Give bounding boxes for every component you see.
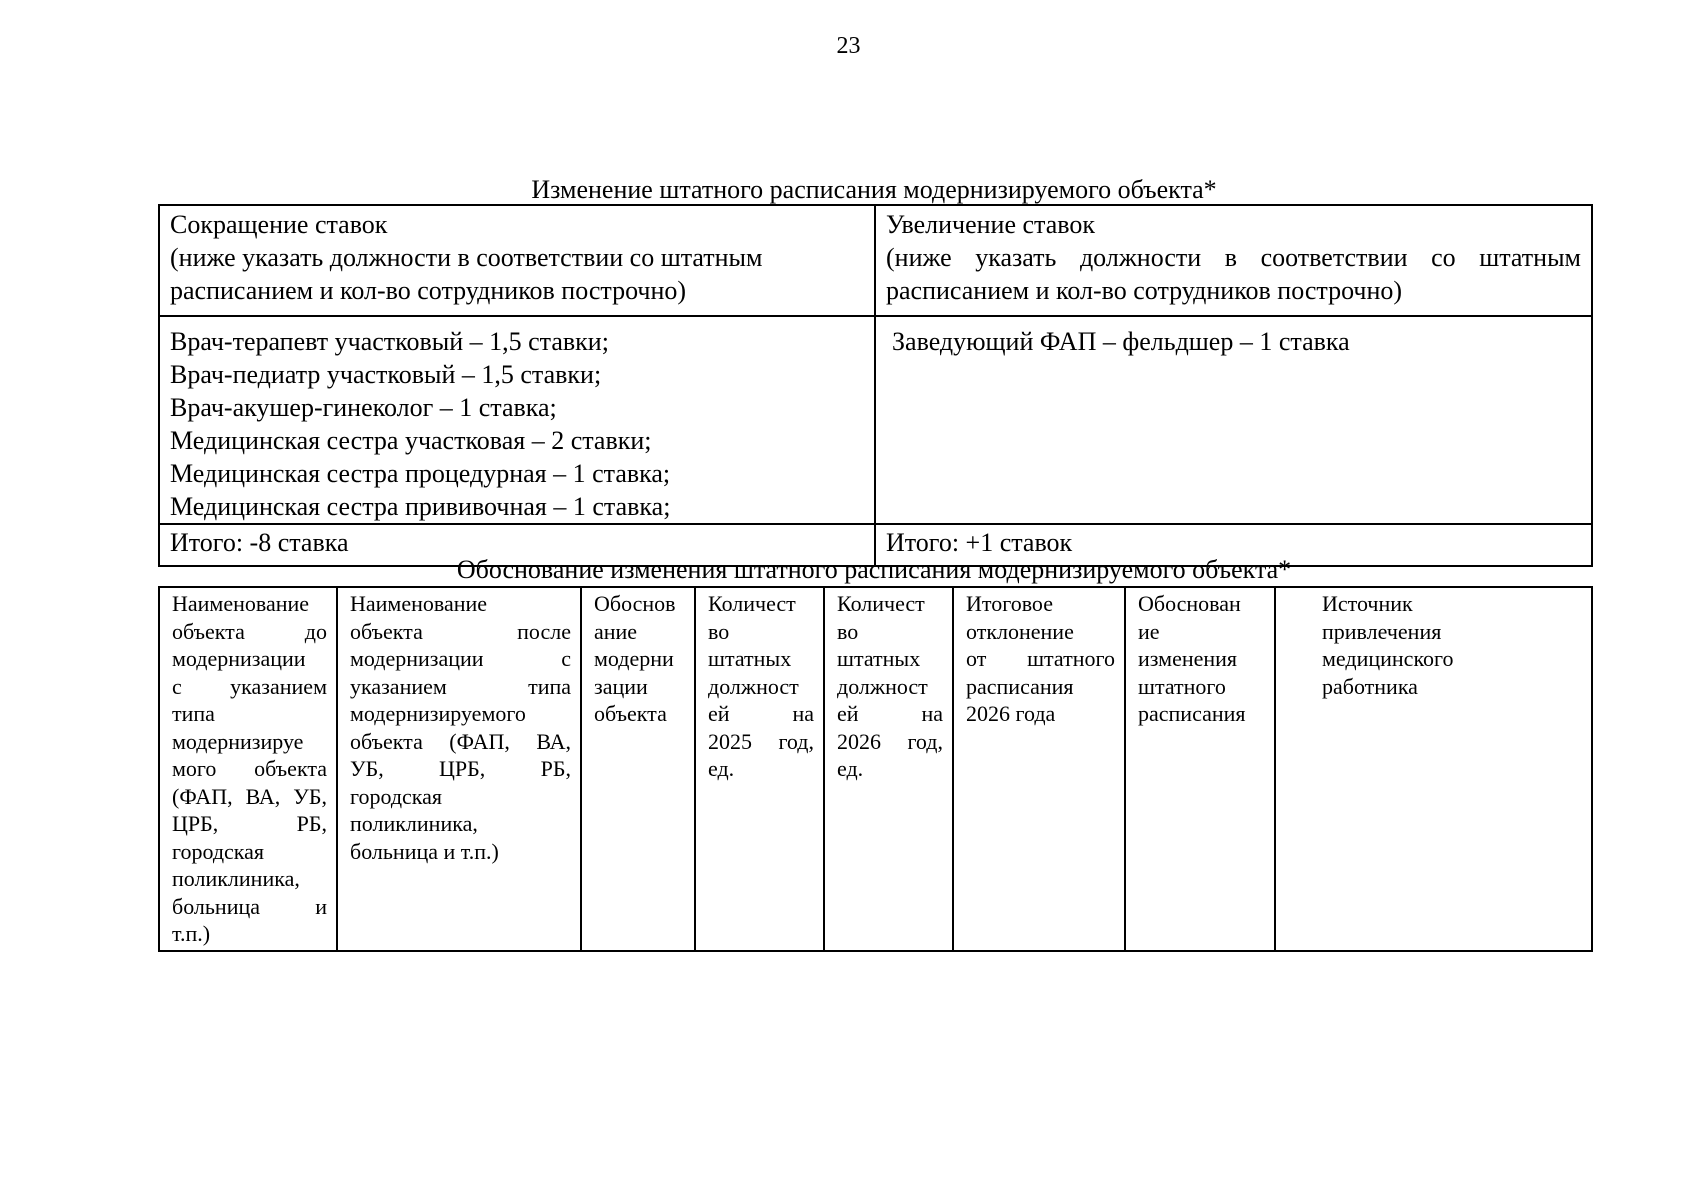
reduction-header-title: Сокращение ставок bbox=[170, 210, 388, 239]
header-line: модернизации с bbox=[350, 646, 571, 671]
reduction-item: Врач-педиатр участковый – 1,5 ставки; bbox=[170, 360, 602, 389]
header-line: модернизируемого bbox=[350, 701, 526, 726]
increase-header-cell bbox=[875, 205, 1592, 316]
reduction-item: Врач-акушер-гинеколог – 1 ставка; bbox=[170, 393, 557, 422]
header-line: УБ, ЦРБ, РБ, bbox=[350, 756, 571, 781]
justification-header-row bbox=[159, 587, 1592, 951]
header-line: от штатного bbox=[966, 646, 1115, 671]
header-line: зации bbox=[594, 673, 648, 699]
header-line: модерни bbox=[594, 646, 674, 671]
header-line: типа bbox=[172, 701, 215, 726]
header-line: должност bbox=[708, 673, 799, 699]
header-line: поликлиника, bbox=[172, 866, 300, 891]
staff-changes-body-row bbox=[159, 316, 1592, 524]
header-line: городская bbox=[350, 783, 443, 809]
header-line: расписания bbox=[966, 673, 1074, 699]
increase-total: Итого: +1 ставок bbox=[875, 524, 1592, 566]
header-line: привлечения bbox=[1322, 618, 1442, 644]
header-line: больница и bbox=[172, 893, 327, 919]
header-line: Обоснован bbox=[1138, 591, 1241, 616]
header-line: отклонение bbox=[966, 618, 1074, 644]
col-modernization-rationale-header bbox=[581, 587, 695, 951]
header-line: ЦРБ, РБ, bbox=[172, 811, 327, 836]
col-object-after-header bbox=[337, 587, 581, 951]
col-positions-2026-header bbox=[824, 587, 953, 951]
justification-caption: Обоснование изменения штатного расписания модернизируемого объекта* bbox=[456, 555, 1292, 584]
justification-table bbox=[158, 586, 1593, 952]
staff-changes-caption: Изменение штатного расписания модернизируемого объекта* bbox=[531, 175, 1217, 204]
header-line: объекта bbox=[594, 701, 667, 726]
increase-items-cell bbox=[875, 316, 1592, 524]
header-line: работника bbox=[1322, 673, 1418, 699]
header-line: 2026 год, bbox=[837, 728, 943, 754]
header-line: во bbox=[708, 618, 730, 644]
reduction-header-note-line: расписанием и кол-во сотрудников построчно) bbox=[170, 276, 687, 305]
header-line: Количест bbox=[708, 591, 796, 616]
header-line: (ФАП, ВА, УБ, bbox=[172, 783, 327, 809]
header-line: указанием типа bbox=[350, 673, 571, 699]
increase-item: Заведующий ФАП – фельдшер – 1 ставка bbox=[892, 327, 1350, 356]
header-line: медицинского bbox=[1322, 646, 1454, 671]
header-line: ед. bbox=[708, 756, 735, 781]
reduction-items-cell bbox=[159, 316, 875, 524]
header-line: городская bbox=[172, 838, 265, 864]
header-line: Наименование bbox=[350, 591, 488, 616]
col-object-before-header bbox=[159, 587, 337, 951]
header-line: Обоснов bbox=[594, 591, 676, 616]
increase-header-note-line: (ниже указать должности в соответствии со штатным bbox=[886, 243, 1581, 272]
staff-changes-header-row bbox=[159, 205, 1592, 316]
header-line: 2026 года bbox=[966, 701, 1056, 726]
header-line: ие bbox=[1138, 618, 1160, 644]
reduction-item: Врач-терапевт участковый – 1,5 ставки; bbox=[170, 327, 609, 356]
header-line: Источник bbox=[1322, 591, 1413, 616]
header-line: 2025 год, bbox=[708, 728, 814, 754]
increase-header-title: Увеличение ставок bbox=[886, 210, 1096, 239]
header-line: мого объекта bbox=[172, 756, 327, 781]
header-line: штатного bbox=[1138, 673, 1226, 699]
header-line: объекта до bbox=[172, 618, 327, 644]
header-line: с указанием bbox=[172, 673, 327, 699]
header-line: изменения bbox=[1138, 646, 1238, 671]
header-line: Итоговое bbox=[966, 591, 1053, 616]
increase-header-note-line: расписанием и кол-во сотрудников построчно) bbox=[886, 276, 1403, 305]
header-line: Наименование bbox=[172, 591, 310, 616]
reduction-header-note-line: (ниже указать должности в соответствии со штатным bbox=[170, 243, 763, 272]
header-line: ей на bbox=[708, 701, 814, 726]
header-line: Количест bbox=[837, 591, 925, 616]
header-line: ей на bbox=[837, 701, 943, 726]
header-line: модернизируе bbox=[172, 728, 304, 754]
reduction-item: Медицинская сестра прививочная – 1 ставка; bbox=[170, 492, 671, 521]
header-line: ед. bbox=[837, 756, 864, 781]
header-line: штатных bbox=[837, 646, 921, 671]
header-line: объекта после bbox=[350, 618, 571, 644]
col-total-deviation-header bbox=[953, 587, 1125, 951]
header-line: должност bbox=[837, 673, 928, 699]
header-line: расписания bbox=[1138, 701, 1246, 726]
page-number: 23 bbox=[836, 33, 861, 59]
header-line: ание bbox=[594, 618, 638, 644]
reduction-header-cell bbox=[159, 205, 875, 316]
col-worker-source-header bbox=[1275, 587, 1592, 951]
header-line: штатных bbox=[708, 646, 792, 671]
reduction-item: Медицинская сестра процедурная – 1 ставка; bbox=[170, 459, 671, 488]
header-line: больница и т.п.) bbox=[350, 838, 499, 864]
header-line: во bbox=[837, 618, 859, 644]
reduction-total: Итого: -8 ставка bbox=[159, 524, 875, 566]
header-line: объекта (ФАП, ВА, bbox=[350, 728, 571, 754]
header-line: поликлиника, bbox=[350, 811, 478, 836]
col-positions-2025-header bbox=[695, 587, 824, 951]
staff-changes-table bbox=[158, 204, 1593, 567]
header-line: модернизации bbox=[172, 646, 306, 671]
reduction-item: Медицинская сестра участковая – 2 ставки; bbox=[170, 426, 652, 455]
header-line: т.п.) bbox=[172, 921, 211, 946]
col-change-rationale-header bbox=[1125, 587, 1275, 951]
